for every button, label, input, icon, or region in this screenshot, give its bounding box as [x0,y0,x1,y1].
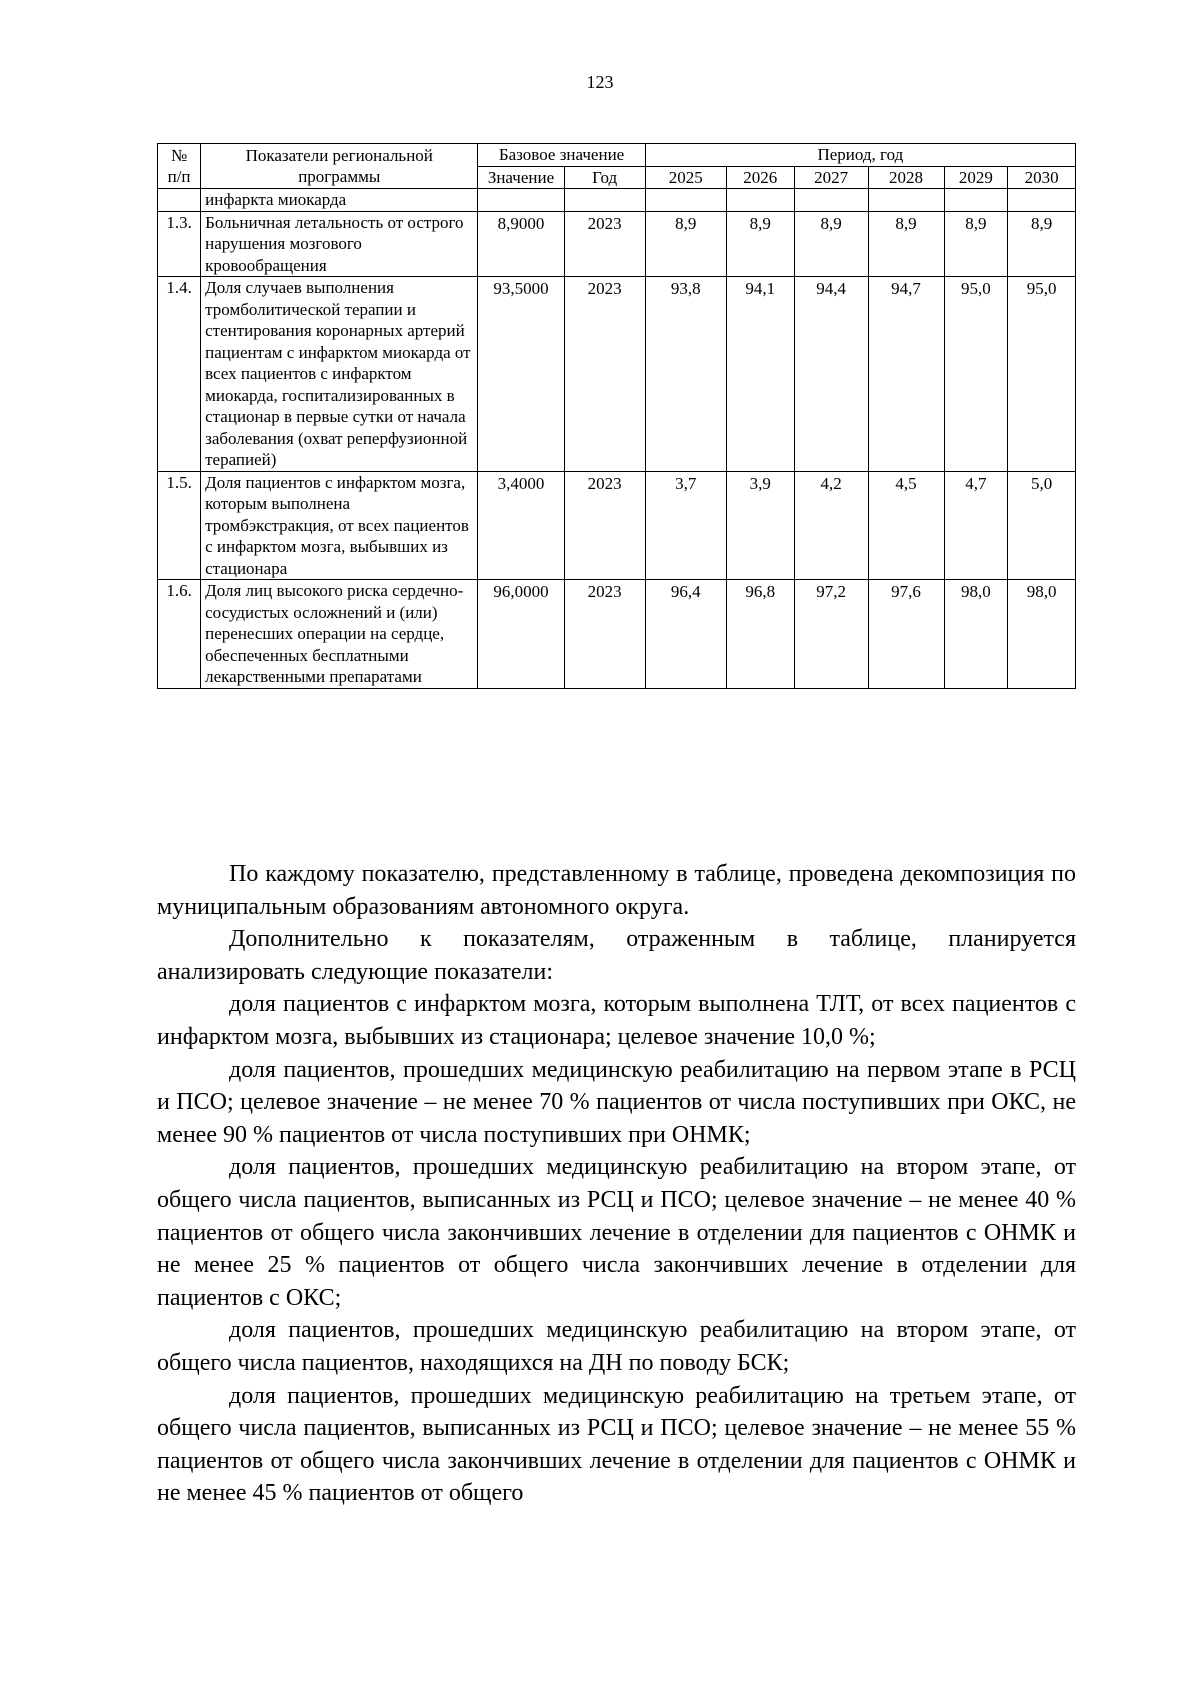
cell-num: 1.5. [158,471,201,580]
cell-value: 97,6 [868,580,944,689]
cell-empty [564,189,645,212]
cell-base-value: 93,5000 [478,277,564,472]
header-num: № п/п [158,144,201,189]
cell-value: 98,0 [1008,580,1076,689]
cell-name: Доля случаев выполнения тромболитической терапии и стентирования коронарных артерий пациентам с инфарктом миокарда от всех пациентов с инфарктом миокарда, госпитализированных в стационар в первые сутки от начала заболевания (охват реперфузионной терапией) [201,277,478,472]
header-year: 2025 [645,166,726,189]
header-year: 2029 [944,166,1008,189]
list-item: доля пациентов, прошедших медицинскую реабилитацию на втором этапе, от общего числа пациентов, находящихся на ДН по поводу БСК; [157,1317,1076,1376]
cell-name: Доля пациентов с инфарктом мозга, которым выполнена тромбэкстракция, от всех пациентов с инфарктом мозга, выбывших из стационара [201,471,478,580]
list-item: доля пациентов, прошедших медицинскую реабилитацию на втором этапе, от общего числа пациентов, выписанных из РСЦ и ПСО; целевое значение – не менее 40 % пациентов от общего числа закончивших лечение в отделении для пациентов с ОНМК и не менее 25 % пациентов от общего числа закончивших лечение в отделении для пациентов с ОКС; [157,1154,1076,1311]
list-item: доля пациентов с инфарктом мозга, которым выполнена ТЛТ, от всех пациентов с инфарктом мозга, выбывших из стационара; целевое значение 10,0 %; [157,991,1076,1050]
cell-name: инфаркта миокарда [201,189,478,212]
cell-value: 8,9 [645,211,726,277]
cell-value: 8,9 [868,211,944,277]
cell-base-year: 2023 [564,211,645,277]
table-row [158,580,1076,689]
cell-value: 94,4 [794,277,868,472]
cell-empty [1008,189,1076,212]
cell-value: 8,9 [1008,211,1076,277]
cell-empty [478,189,564,212]
cell-value: 96,4 [645,580,726,689]
table-row [158,471,1076,580]
header-year: 2030 [1008,166,1076,189]
cell-value: 96,8 [726,580,794,689]
header-year: 2026 [726,166,794,189]
cell-base-year: 2023 [564,277,645,472]
cell-value: 8,9 [794,211,868,277]
body-text [157,858,1076,1510]
list-item: доля пациентов, прошедших медицинскую реабилитацию на третьем этапе, от общего числа пациентов, выписанных из РСЦ и ПСО; целевое значение – не менее 55 % пациентов от общего числа закончивших лечение в отделении для пациентов с ОНМК и не менее 45 % пациентов от общего [157,1382,1076,1507]
page-number: 123 [586,72,614,92]
table-row [158,277,1076,472]
cell-name: Больничная летальность от острого нарушения мозгового кровообращения [201,211,478,277]
table-row [158,211,1076,277]
cell-value: 93,8 [645,277,726,472]
cell-value: 4,5 [868,471,944,580]
cell-value: 3,7 [645,471,726,580]
cell-value: 5,0 [1008,471,1076,580]
cell-empty [726,189,794,212]
cell-value: 8,9 [726,211,794,277]
cell-empty [868,189,944,212]
cell-num: 1.3. [158,211,201,277]
cell-base-year: 2023 [564,580,645,689]
cell-base-value: 3,4000 [478,471,564,580]
cell-value: 4,7 [944,471,1008,580]
cell-value: 8,9 [944,211,1008,277]
cell-empty [645,189,726,212]
header-year: 2028 [868,166,944,189]
cell-value: 3,9 [726,471,794,580]
indicators-table [157,143,1076,689]
cell-value: 97,2 [794,580,868,689]
list-item: доля пациентов, прошедших медицинскую реабилитацию на первом этапе в РСЦ и ПСО; целевое значение – не менее 70 % пациентов от числа поступивших при ОКС, не менее 90 % пациентов от числа поступивших при ОНМК; [157,1056,1076,1148]
table-header-row-1 [158,144,1076,167]
cell-value: 95,0 [944,277,1008,472]
cell-base-year: 2023 [564,471,645,580]
cell-name: Доля лиц высокого риска сердечно-сосудистых осложнений и (или) перенесших операции на сердце, обеспеченных бесплатными лекарственными препаратами [201,580,478,689]
cell-empty [944,189,1008,212]
cell-empty [794,189,868,212]
header-period: Период, год [645,144,1075,167]
cell-value: 4,2 [794,471,868,580]
cell-value: 98,0 [944,580,1008,689]
cell-value: 94,1 [726,277,794,472]
header-base: Базовое значение [478,144,645,167]
cell-base-value: 96,0000 [478,580,564,689]
cell-num [158,189,201,212]
header-base-year: Год [564,166,645,189]
cell-value: 94,7 [868,277,944,472]
header-name: Показатели региональной программы [201,144,478,189]
paragraph: Дополнительно к показателям, отраженным в таблице, планируется анализировать следующие показатели: [157,926,1076,985]
table-row-continuation [158,189,1076,212]
header-base-value: Значение [478,166,564,189]
cell-base-value: 8,9000 [478,211,564,277]
cell-value: 95,0 [1008,277,1076,472]
cell-num: 1.4. [158,277,201,472]
paragraph: По каждому показателю, представленному в таблице, проведена декомпозиция по муниципальным образованиям автономного округа. [157,861,1076,920]
header-year: 2027 [794,166,868,189]
cell-num: 1.6. [158,580,201,689]
